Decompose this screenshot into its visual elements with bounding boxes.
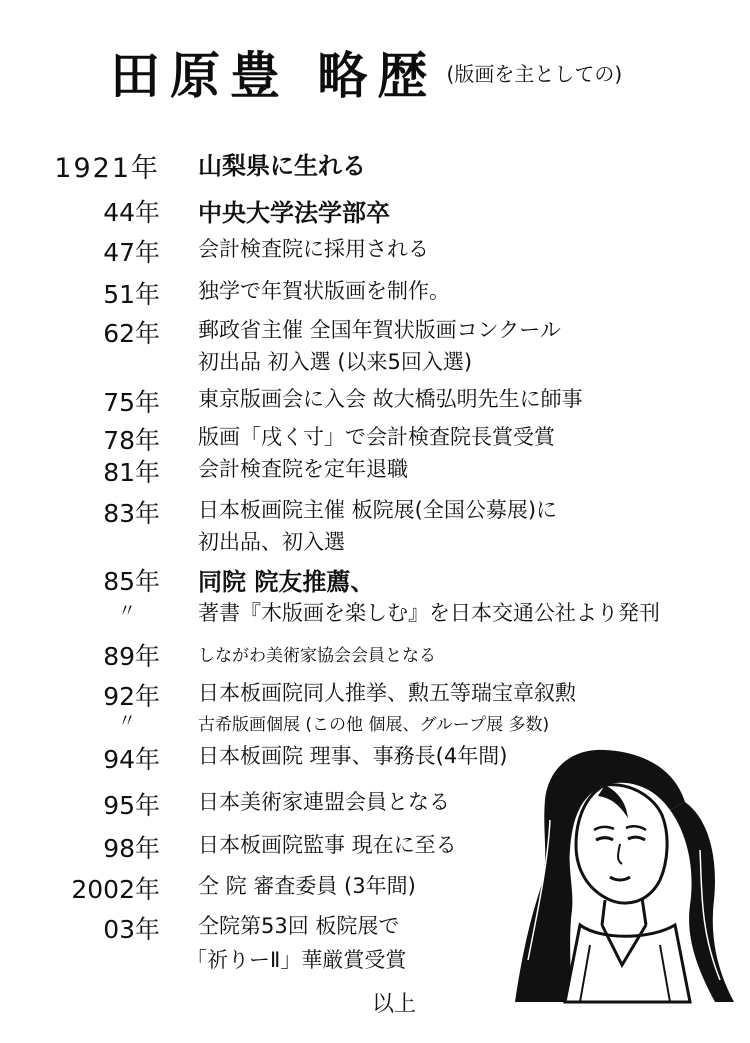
timeline-entry	[0, 597, 750, 631]
timeline-entry	[0, 233, 750, 267]
timeline-entry	[0, 562, 750, 596]
entry-year: 92年	[103, 682, 160, 711]
woodblock-portrait-icon	[510, 740, 735, 1005]
timeline-entry	[0, 314, 750, 348]
entry-text: 日本板画院 理事、事務長(4年間)	[198, 744, 508, 768]
entry-year: 03年	[103, 915, 160, 944]
entry-year: 75年	[103, 388, 160, 417]
timeline-entry	[0, 494, 750, 528]
entry-text: 独学で年賀状版画を制作。	[198, 279, 450, 303]
entry-text: 日本板画院監事 現在に至る	[198, 833, 457, 857]
timeline-entry	[0, 275, 750, 309]
timeline-entry	[0, 193, 750, 227]
entry-year: 44年	[103, 198, 160, 227]
entry-year-ditto: 〃	[118, 711, 136, 732]
entry-year: 2002年	[71, 875, 160, 904]
timeline-entry	[0, 453, 750, 487]
entry-text: 「祈りーⅡ」華厳賞受賞	[186, 948, 407, 972]
entry-text: 日本板画院同人推挙、勲五等瑞宝章叙勲	[198, 681, 576, 705]
entry-text: 東京版画会に入会 故大橋弘明先生に師事	[198, 387, 583, 411]
timeline-entry-continued	[0, 346, 750, 380]
entry-year: 98年	[103, 834, 160, 863]
timeline-entry	[0, 421, 750, 455]
timeline-entry	[0, 707, 750, 741]
entry-text: 著書『木版画を楽しむ』を日本交通公社より発刊	[198, 601, 660, 625]
timeline-entry	[0, 383, 750, 417]
entry-text: 日本美術家連盟会員となる	[198, 790, 450, 814]
entry-year: 83年	[103, 499, 160, 528]
entry-year: 47年	[103, 238, 160, 267]
entry-year: 81年	[103, 458, 160, 487]
entry-text: 初出品、初入選	[198, 530, 345, 554]
entry-text: 版画「戌く寸」で会計検査院長賞受賞	[198, 425, 555, 449]
entry-year: 94年	[103, 745, 160, 774]
entry-year: 85年	[103, 567, 160, 596]
entry-text: 同院 院友推薦、	[198, 568, 375, 596]
entry-year-ditto: 〃	[118, 601, 136, 622]
entry-year: 62年	[103, 319, 160, 348]
entry-text: 仝 院 審査委員 (3年間)	[198, 874, 416, 898]
entry-text: 日本板画院主催 板院展(全国公募展)に	[198, 498, 558, 522]
entry-text: 山梨県に生れる	[198, 152, 366, 180]
entry-text: 古希版画個展 (この他 個展、グループ展 多数)	[198, 715, 550, 735]
closing-signature: 以上	[372, 992, 417, 1017]
timeline-entry-continued	[0, 526, 750, 560]
entry-text: しながわ美術家協会会員となる	[198, 646, 436, 666]
entry-text: 会計検査院を定年退職	[198, 457, 408, 481]
timeline-entry	[0, 677, 750, 711]
entry-text: 会計検査院に採用される	[198, 237, 429, 261]
entry-year: 1921年	[54, 153, 160, 184]
title-subtitle: (版画を主としての)	[446, 61, 623, 86]
entry-text: 仝院第53回 板院展で	[198, 914, 400, 938]
entry-text: 初出品 初入選 (以来5回入選)	[198, 350, 473, 374]
entry-text: 中央大学法学部卒	[198, 199, 390, 227]
entry-year: 78年	[103, 426, 160, 455]
timeline-entry	[0, 146, 750, 184]
title-main: 田原豊 略歴	[110, 46, 438, 105]
entry-text: 郵政省主催 全国年賀状版画コンクール	[198, 318, 561, 342]
timeline-entry	[0, 637, 750, 671]
entry-year: 89年	[103, 642, 160, 671]
entry-year: 95年	[103, 791, 160, 820]
entry-year: 51年	[103, 280, 160, 309]
